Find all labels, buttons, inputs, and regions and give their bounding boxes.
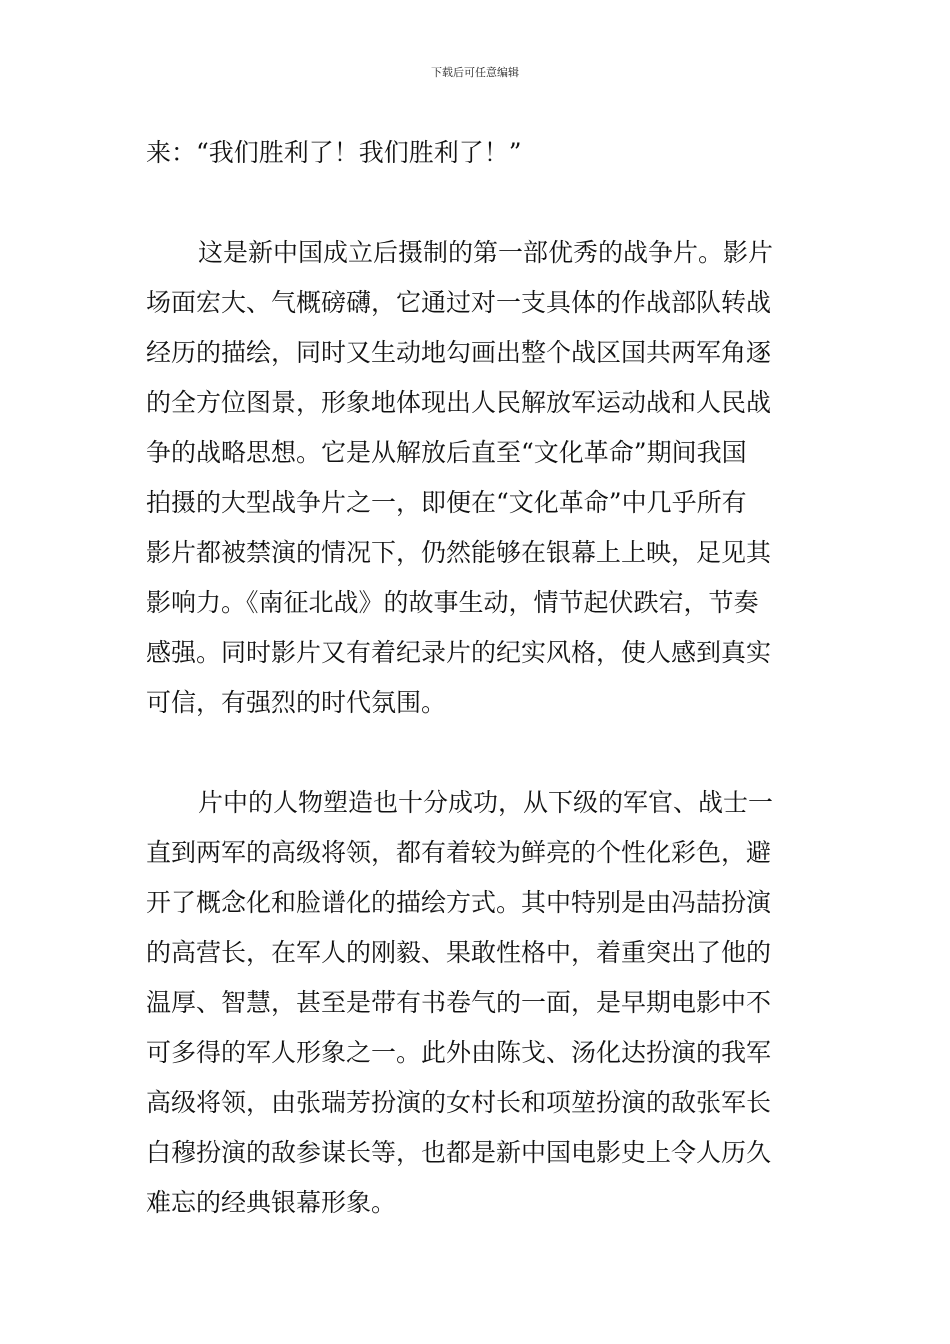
paragraph-2 <box>146 228 808 728</box>
paragraph-line: 难忘的经典银幕形象。 <box>146 1188 397 1217</box>
paragraph-line: 经历的描绘，同时又生动地勾画出整个战区国共两军角逐 <box>146 338 772 367</box>
paragraph-line: 开了概念化和脸谱化的描绘方式。其中特别是由冯喆扮演 <box>146 888 772 917</box>
page-header: 下载后可任意编辑 <box>431 66 519 79</box>
paragraph-line: 白穆扮演的敌参谋长等，也都是新中国电影史上令人历久 <box>146 1138 772 1167</box>
paragraph-line: 温厚、智慧，甚至是带有书卷气的一面，是早期电影中不 <box>146 988 772 1017</box>
paragraph-line: 的全方位图景，形象地体现出人民解放军运动战和人民战 <box>146 388 772 417</box>
paragraph-line: 争的战略思想。它是从解放后直至“文化革命”期间我国 <box>146 438 747 467</box>
paragraph-3 <box>146 778 808 1228</box>
paragraph-line: 高级将领，由张瑞芳扮演的女村长和项堃扮演的敌张军长 <box>146 1088 772 1117</box>
paragraph-line: 影响力。《南征北战》的故事生动，情节起伏跌宕，节奏 <box>146 588 759 617</box>
paragraph-line: 场面宏大、气概磅礴，它通过对一支具体的作战部队转战 <box>146 288 772 317</box>
paragraph-line: 可信，有强烈的时代氛围。 <box>146 688 447 717</box>
paragraph-line: 感强。同时影片又有着纪录片的纪实风格，使人感到真实 <box>146 638 772 667</box>
paragraph-line: 这是新中国成立后摄制的第一部优秀的战争片。影片 <box>198 238 774 267</box>
paragraph-1 <box>146 128 808 178</box>
paragraph-line: 可多得的军人形象之一。此外由陈戈、汤化达扮演的我军 <box>146 1038 772 1067</box>
paragraph-line: 片中的人物塑造也十分成功，从下级的军官、战士一 <box>198 788 774 817</box>
paragraph-line: 影片都被禁演的情况下，仍然能够在银幕上上映，足见其 <box>146 538 772 567</box>
document-body <box>146 128 808 1228</box>
paragraph-gap <box>146 728 808 778</box>
paragraph-line: 的高营长，在军人的刚毅、果敢性格中，着重突出了他的 <box>146 938 772 967</box>
paragraph-line: 来：“我们胜利了！我们胜利了！” <box>146 138 522 167</box>
paragraph-line: 直到两军的高级将领，都有着较为鲜亮的个性化彩色，避 <box>146 838 772 867</box>
paragraph-line: 拍摄的大型战争片之一，即便在“文化革命”中几乎所有 <box>146 488 747 517</box>
paragraph-gap <box>146 178 808 228</box>
